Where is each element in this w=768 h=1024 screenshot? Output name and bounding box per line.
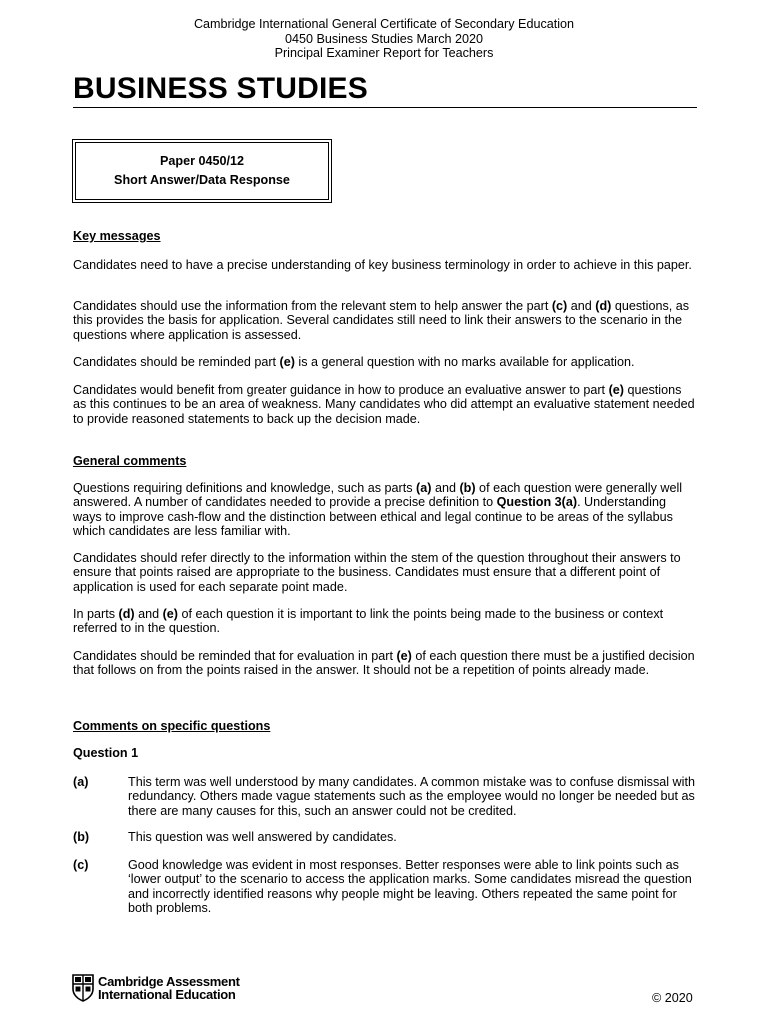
part-text: This question was well answered by candidates. (128, 830, 397, 844)
general-comments-heading: General comments (73, 454, 187, 468)
logo-text-line-1: Cambridge Assessment (98, 973, 240, 989)
title-divider (73, 107, 697, 108)
cambridge-logo (72, 974, 240, 1002)
part-label: (c) (73, 858, 89, 872)
question-1-label: Question 1 (73, 746, 139, 760)
general-comments-paragraph-1: Questions requiring definitions and knowledge, such as parts (a) and (b) of each question were generally well answered. A number of candidates needed to provide a precise definition to Question 3(a). Understanding ways to improve cash-flow and the distinction between ethical and legal continue to be areas of the syllabus which candidates are less familiar with. (73, 481, 683, 539)
part-label: (b) (73, 830, 90, 844)
logo-text-line-2: International Education (98, 987, 236, 1002)
general-comments-paragraph-2: Candidates should refer directly to the information within the stem of the question throughout their answers to ensure that points raised are appropriate to the business. Candidates must ensure that a different point of application is used for each separate point made. (73, 551, 681, 594)
paper-type: Short Answer/Data Response (114, 173, 290, 187)
key-messages-paragraph-1: Candidates need to have a precise understanding of key business terminology in order to achieve in this paper. (73, 258, 692, 272)
header-line-2: 0450 Business Studies March 2020 (284, 31, 484, 46)
general-comments-paragraph-3: In parts (d) and (e) of each question it is important to link the points being made to the business or context referred to in the question. (73, 607, 664, 636)
specific-questions-heading: Comments on specific questions (73, 719, 271, 733)
header-line-3: Principal Examiner Report for Teachers (274, 46, 494, 60)
part-label: (a) (73, 775, 89, 789)
key-messages-paragraph-2: Candidates should use the information from the relevant stem to help answer the part (c) and (d) questions, as this provides the basis for application. Several candidates still need to link their answers to the scenario in the questions where application is assessed. (73, 299, 690, 342)
part-text: This term was well understood by many candidates. A common mistake was to confuse dismissal with redundancy. Others made vague statements such as the employee would no longer be needed but as there are many causes for this, such an answer could not be credited. (128, 775, 695, 818)
key-messages-heading: Key messages (73, 229, 161, 243)
page-title: BUSINESS STUDIES (73, 72, 368, 105)
header-line-1: Cambridge International General Certificate of Secondary Education (193, 17, 575, 31)
general-comments-paragraph-4: Candidates should be reminded that for evaluation in part (e) of each question there must be a justified decision that follows on from the points raised in the answer. It should not be a repetition of points already made. (73, 649, 695, 678)
key-messages-paragraph-4: Candidates would benefit from greater guidance in how to produce an evaluative answer to part (e) questions as this continues to be an area of weakness. Many candidates who did attempt an evaluative statement needed to provide reasoned statements to back up the decision made. (73, 383, 695, 426)
paper-info-box (72, 139, 332, 203)
key-messages-paragraph-3: Candidates should be reminded part (e) is a general question with no marks available for application. (73, 355, 635, 369)
part-text: Good knowledge was evident in most responses. Better responses were able to link points such as ‘lower output’ to the scenario to access the application marks. Some candidates misread the question and incorrectly identified reasons why people might be leaving. Others repeated the same point for both problems. (128, 858, 692, 916)
cambridge-shield-icon (72, 974, 94, 1002)
report-header (0, 17, 768, 61)
copyright-notice: © 2020 (652, 991, 693, 1005)
paper-number: Paper 0450/12 (159, 154, 245, 168)
